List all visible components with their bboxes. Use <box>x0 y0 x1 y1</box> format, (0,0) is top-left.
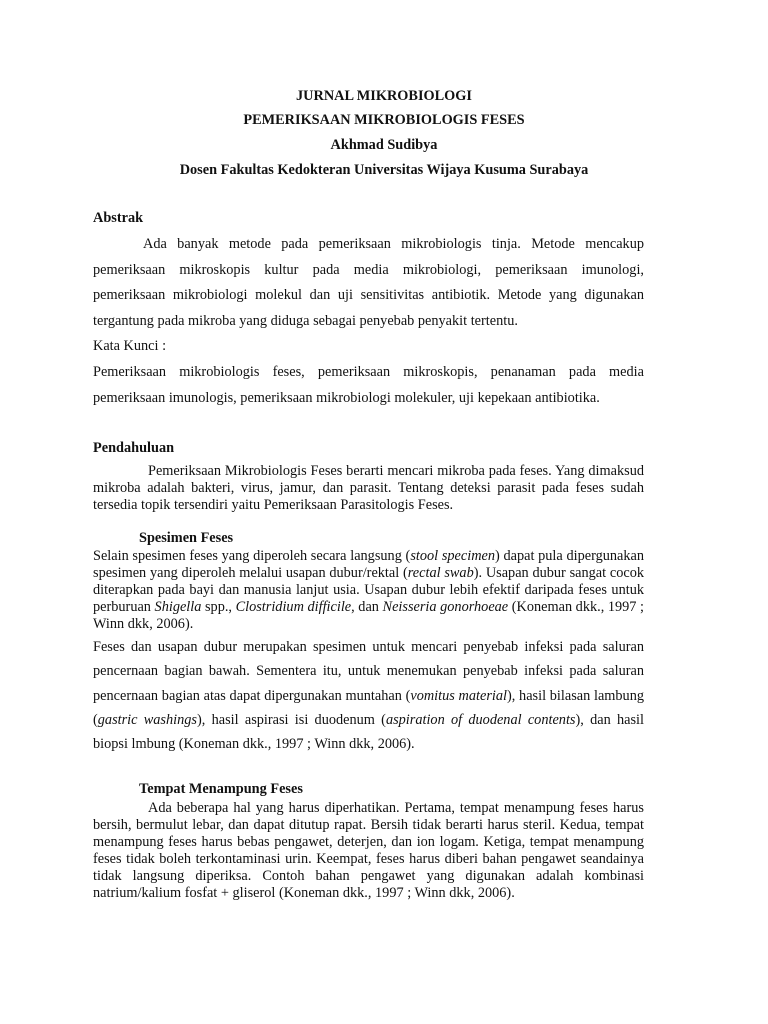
keywords-label: Kata Kunci : <box>93 338 167 355</box>
author-name: Akhmad Sudibya <box>330 137 438 153</box>
container-heading: Tempat Menampung Feses <box>139 781 303 797</box>
container-body: Ada beberapa hal yang harus diperhatikan. Pertama, tempat menampung feses harus bersih, bermulut lebar, dan dapat ditutup rapat. Bersih tidak berarti harus steril. Kedua, tempat menampung feses harus bebas pengawet, deterjen, dan ion logam. Ketiga, tempat menampung feses tidak boleh terkontaminasi urin. Keempat, feses harus diberi bahan pengawet seandainya tidak langsung diperiksa. Contoh bahan pengawet yang digunakan adalah kombinasi natrium/kalium fosfat + gliserol (Koneman dkk., 1997 ; Winn dkk, 2006). <box>93 800 644 901</box>
container-section <box>93 800 644 902</box>
specimen-heading: Spesimen Feses <box>139 530 234 546</box>
abstract-section <box>93 232 644 411</box>
abstract-heading: Abstrak <box>93 210 144 226</box>
intro-body: Pemeriksaan Mikrobiologis Feses berarti mencari mikroba pada feses. Yang dimaksud mikroba adalah bakteri, virus, jamur, dan parasit. Tentang deteksi parasit pada feses sudah tersedia topik tersendiri yaitu Pemeriksaan Parasitologis Feses. <box>93 463 644 513</box>
paper-title: PEMERIKSAAN MIKROBIOLOGIS FESES <box>243 112 525 128</box>
author-affiliation: Dosen Fakultas Kedokteran Universitas Wijaya Kusuma Surabaya <box>179 162 589 178</box>
intro-heading: Pendahuluan <box>93 440 175 456</box>
specimen-section <box>93 548 644 756</box>
specimen-paragraph-2: Feses dan usapan dubur merupakan spesimen untuk mencari penyebab infeksi pada saluran pencernaan bagian bawah. Sementera itu, untuk menemukan penyebab infeksi pada saluran pencernaan bagian atas dapat dipergunakan muntahan (vomitus material), hasil bilasan lambung (gastric washings), hasil aspirasi isi duodenum (aspiration of duodenal contents), dan hasil biopsi lmbung (Koneman dkk., 1997 ; Winn dkk, 2006). <box>93 639 645 753</box>
journal-name: JURNAL MIKROBIOLOGI <box>296 88 472 104</box>
keywords-text: Pemeriksaan mikrobiologis feses, pemeriksaan mikroskopis, penanaman pada media pemeriksaan imunologis, pemeriksaan mikrobiologi molekuler, uji kepekaan antibiotika. <box>93 363 644 406</box>
specimen-paragraph-1: Selain spesimen feses yang diperoleh secara langsung (stool specimen) dapat pula dipergunakan spesimen yang diperoleh melalui usapan dubur/rektal (rectal swab). Usapan dubur sangat cocok diterapkan pada bayi dan manusia lanjut usia. Usapan dubur lebih efektif daripada feses untuk perburuan Shigella spp., Clostridium difficile, dan Neisseria gonorhoeae (Koneman dkk., 1997 ; Winn dkk, 2006). <box>93 548 645 632</box>
intro-section <box>93 463 644 514</box>
abstract-body: Ada banyak metode pada pemeriksaan mikrobiologis tinja. Metode mencakup pemeriksaan mikroskopis kultur pada media mikrobiologi, pemeriksaan imunologi, pemeriksaan mikrobiologi molekul dan uji sensitivitas antibiotik. Metode yang digunakan tergantung pada mikroba yang diduga sebagai penyebab penyakit tertentu. <box>93 236 644 329</box>
